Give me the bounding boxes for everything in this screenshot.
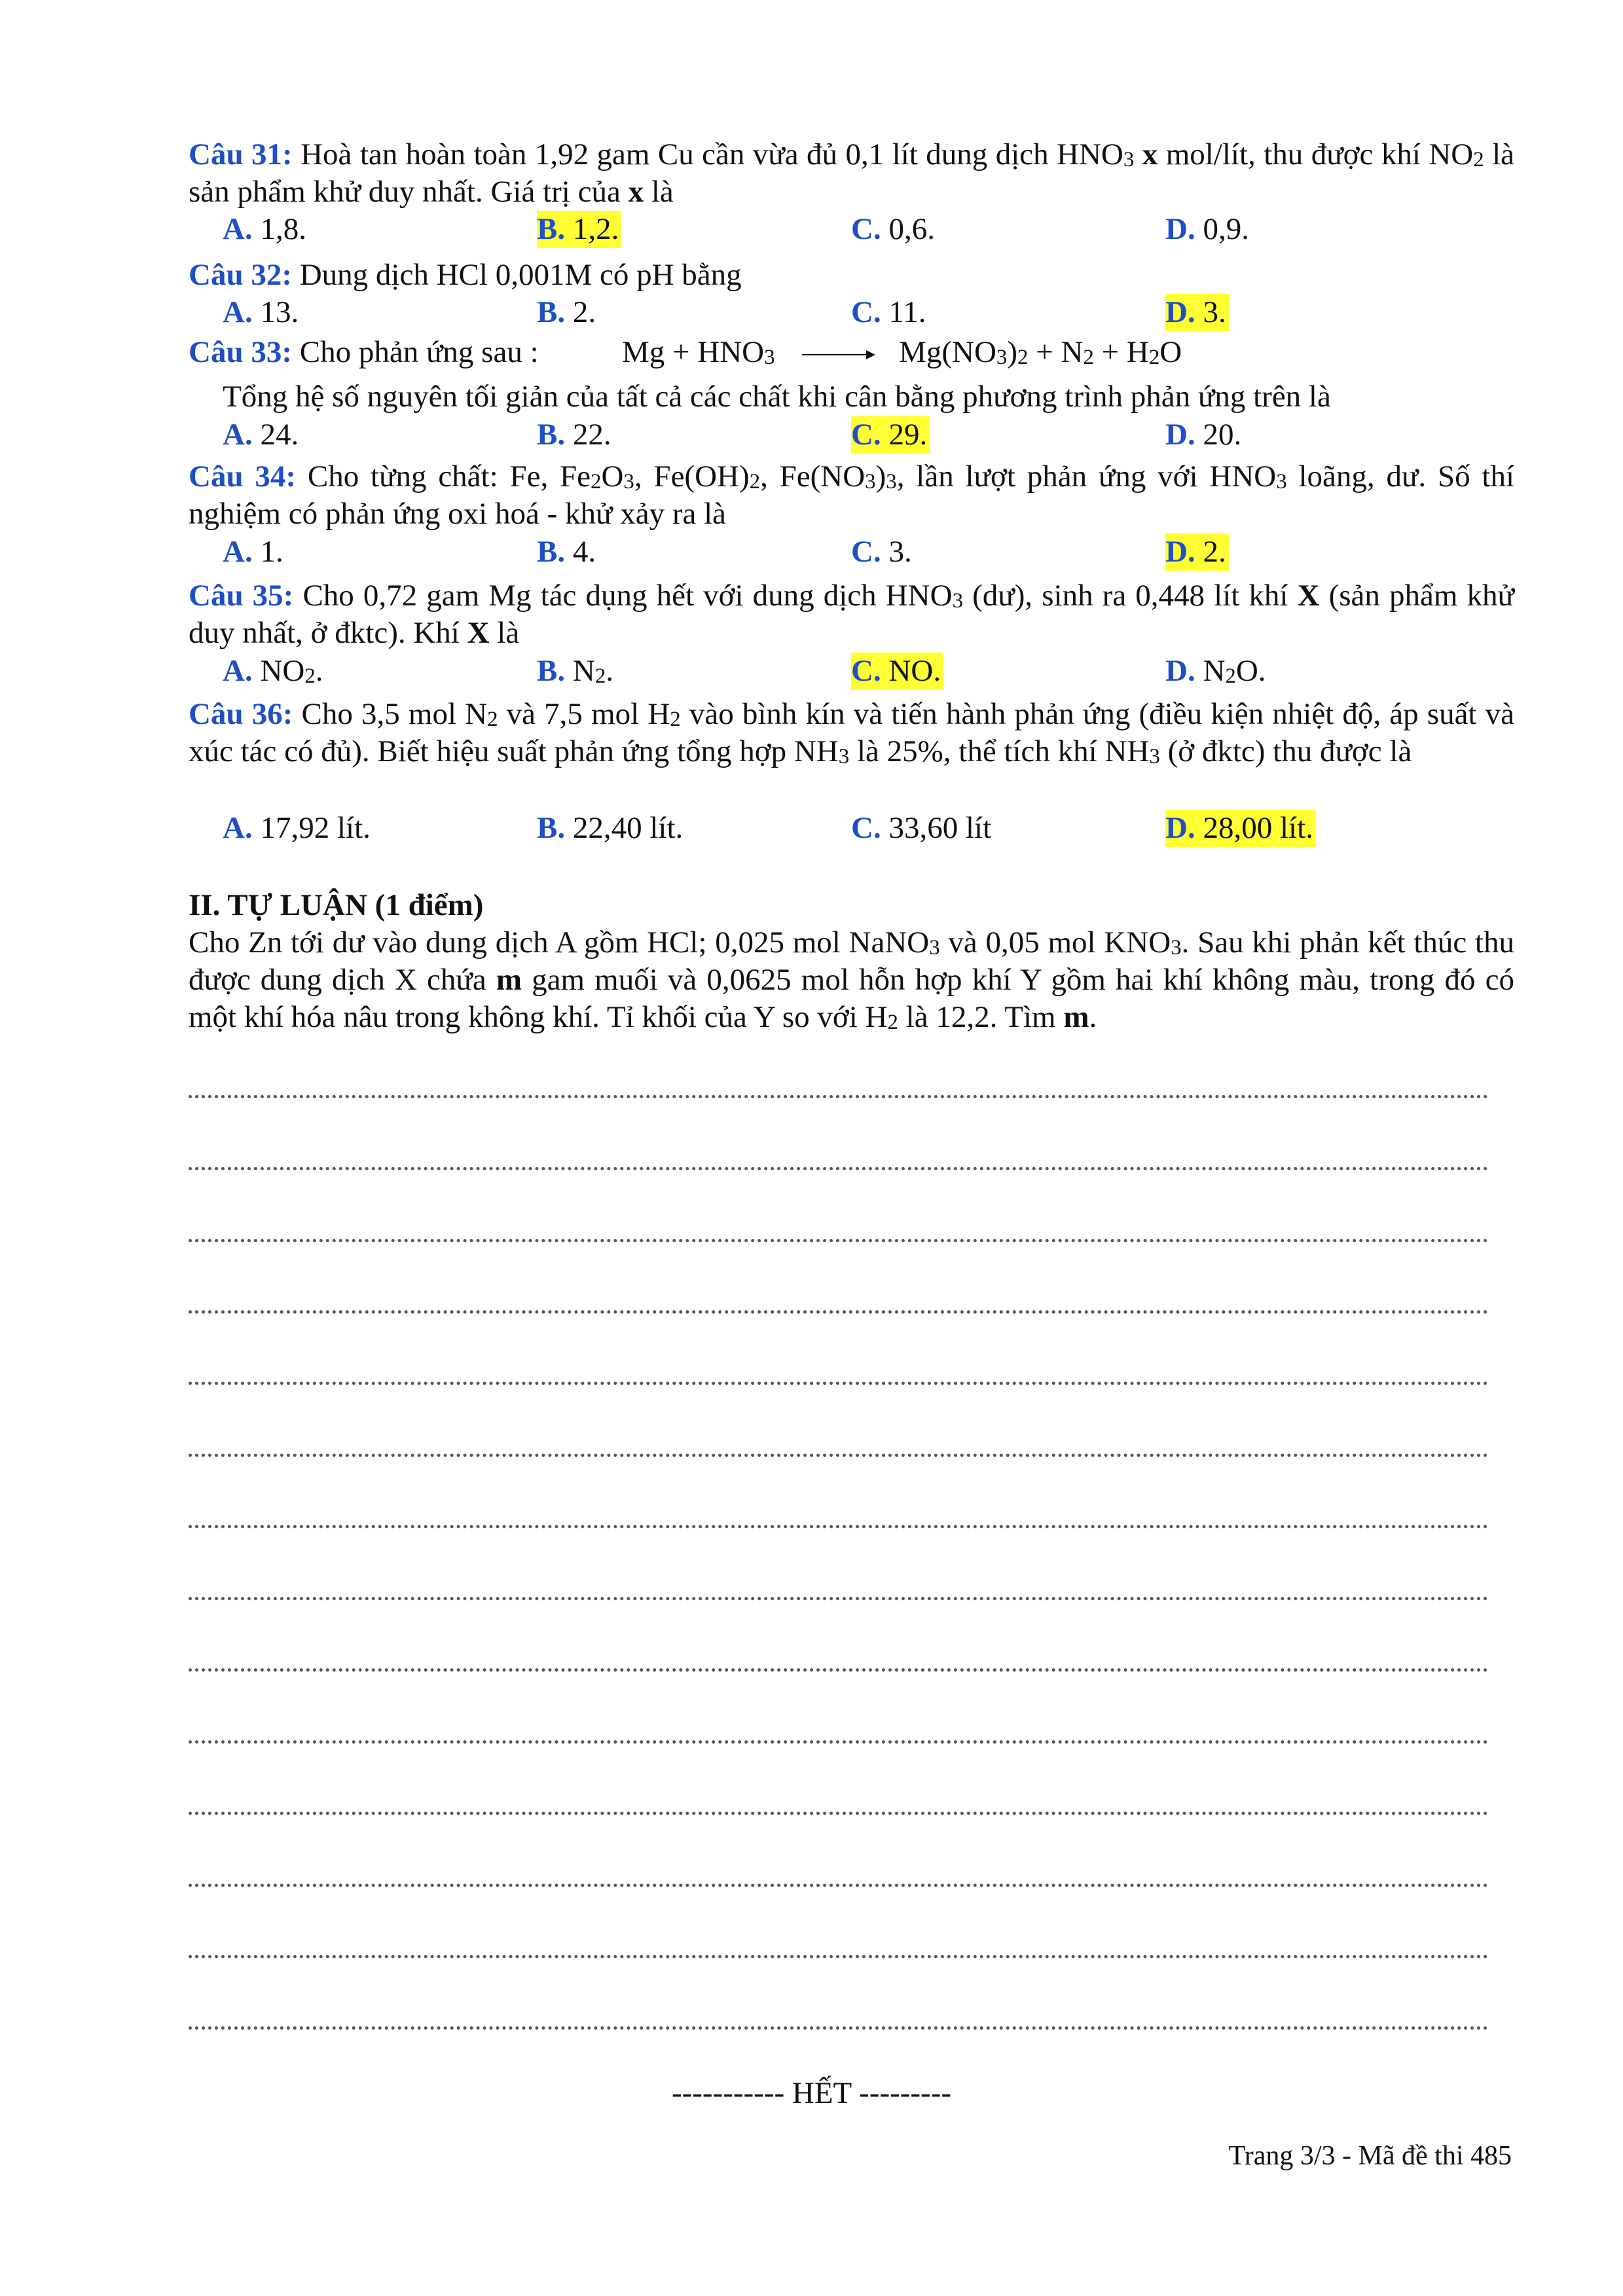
question-text: O xyxy=(601,459,624,493)
question-36 xyxy=(189,696,1514,770)
subscript: 3 xyxy=(929,936,940,960)
option-label: A. xyxy=(223,654,253,688)
option-c[interactable] xyxy=(851,211,938,248)
option-text: 28,00 lít. xyxy=(1195,811,1313,845)
end-marker: ----------- HẾT --------- xyxy=(671,2076,952,2110)
variable-X: X xyxy=(467,616,490,650)
question-text: , Fe(NO xyxy=(760,459,866,493)
answer-line[interactable] xyxy=(189,1365,1488,1385)
option-text: NO. xyxy=(881,654,941,688)
products: + H xyxy=(1093,335,1149,369)
option-label: C. xyxy=(851,295,881,329)
question-label: Câu 34: xyxy=(189,459,297,493)
option-a[interactable] xyxy=(223,416,301,454)
subscript: 2 xyxy=(1017,346,1029,370)
subscript: 3 xyxy=(865,470,876,494)
question-text: Cho từng chất: Fe, Fe xyxy=(296,459,591,493)
question-label: Câu 36: xyxy=(189,697,293,731)
subscript: 3 xyxy=(952,589,964,613)
option-text: NO xyxy=(252,654,305,688)
option-text: 11. xyxy=(881,295,926,329)
answer-line[interactable] xyxy=(189,1294,1488,1314)
options-35 xyxy=(223,653,1519,690)
subscript: 2 xyxy=(1225,664,1236,689)
subscript: 3 xyxy=(1149,745,1160,769)
subscript: 2 xyxy=(1473,148,1484,172)
options-36 xyxy=(223,810,1519,847)
option-a[interactable] xyxy=(223,294,301,331)
question-text: Cho 3,5 mol N xyxy=(293,697,488,731)
option-a[interactable] xyxy=(223,653,326,690)
subscript: 2 xyxy=(487,708,498,732)
option-label: B. xyxy=(537,811,566,845)
option-label: C. xyxy=(851,535,881,569)
subscript: 2 xyxy=(304,664,316,689)
option-label: C. xyxy=(851,212,881,246)
option-d[interactable] xyxy=(1165,211,1252,248)
option-c[interactable] xyxy=(851,533,915,571)
question-text: Dung dịch HCl 0,001M có pH bằng xyxy=(291,258,742,292)
option-d-correct[interactable] xyxy=(1165,294,1229,331)
option-text: N xyxy=(1195,654,1226,688)
question-text: Cho phản ứng sau : xyxy=(291,335,539,369)
question-text: , lần lượt phản ứng với HNO xyxy=(896,459,1277,493)
reaction-equation xyxy=(622,334,1182,371)
option-text: 2. xyxy=(1195,535,1226,569)
essay-section xyxy=(189,887,1514,1036)
subscript: 3 xyxy=(1171,936,1182,960)
question-text: , Fe(OH) xyxy=(634,459,750,493)
reactants: Mg + HNO xyxy=(622,335,765,369)
options-32 xyxy=(223,294,1519,331)
subscript: 3 xyxy=(623,470,634,494)
option-b[interactable] xyxy=(537,533,598,571)
question-31 xyxy=(189,136,1514,211)
answer-line[interactable] xyxy=(189,1223,1488,1242)
options-31 xyxy=(223,211,1519,248)
option-label: B. xyxy=(537,535,566,569)
option-a[interactable] xyxy=(223,810,373,847)
subscript: 3 xyxy=(1123,148,1135,172)
subscript: 2 xyxy=(594,664,606,689)
option-label: A. xyxy=(223,212,253,246)
option-text: N xyxy=(565,654,595,688)
question-text: (ở đktc) thu được là xyxy=(1159,734,1412,768)
answer-line[interactable] xyxy=(189,1079,1488,1098)
products: + N xyxy=(1028,335,1084,369)
option-b[interactable] xyxy=(537,294,598,331)
option-text: 24. xyxy=(252,418,299,452)
answer-line[interactable] xyxy=(189,1437,1488,1457)
essay-text: . xyxy=(1089,1000,1097,1034)
option-text: 22. xyxy=(565,418,611,452)
option-label: A. xyxy=(223,418,253,452)
essay-text: . Sau khi phản kết thúc thu được dung dịch X chứa xyxy=(189,925,1514,997)
subscript: 3 xyxy=(886,470,897,494)
answer-line[interactable] xyxy=(189,2010,1488,2030)
arrow-icon xyxy=(802,354,874,355)
variable-x: x xyxy=(628,175,644,209)
options-34 xyxy=(223,533,1519,571)
variable-X: X xyxy=(1297,579,1320,613)
option-label: C. xyxy=(851,811,881,845)
option-text: 3. xyxy=(881,535,912,569)
option-label: D. xyxy=(1165,212,1195,246)
option-label: B. xyxy=(537,418,566,452)
option-label: B. xyxy=(537,212,566,246)
option-c[interactable] xyxy=(851,810,994,847)
question-35 xyxy=(189,577,1514,652)
question-text: Hoà tan hoàn toàn 1,92 gam Cu cần vừa đủ 0,1 lít dung dịch HNO xyxy=(292,137,1123,171)
option-b[interactable] xyxy=(537,810,685,847)
variable-m: m xyxy=(496,963,522,997)
answer-line[interactable] xyxy=(189,1151,1488,1170)
option-text: 0,9. xyxy=(1195,212,1249,246)
variable-x: x xyxy=(1142,137,1158,171)
subscript: 2 xyxy=(1083,346,1094,370)
essay-text: và 0,05 mol KNO xyxy=(939,925,1171,960)
option-label: D. xyxy=(1165,295,1195,329)
option-d[interactable] xyxy=(1165,653,1269,690)
option-text: . xyxy=(606,654,614,688)
question-text: Tổng hệ số nguyên tối giản của tất cả các chất khi cân bằng phương trình phản ứng trên là xyxy=(223,380,1331,414)
answer-line[interactable] xyxy=(189,1509,1488,1528)
question-text: là xyxy=(489,616,520,650)
option-c-correct[interactable] xyxy=(851,416,930,454)
question-label: Câu 32: xyxy=(189,258,292,292)
option-c-correct[interactable] xyxy=(851,653,943,690)
option-d-correct[interactable] xyxy=(1165,533,1229,571)
question-text: vào bình kín và tiến hành phản ứng (điều kiện nhiệt độ, áp suất và xúc tác có đủ). Biết hiệu suất phản ứng tổng hợp NH xyxy=(189,697,1514,768)
section-title: II. TỰ LUẬN (1 điểm) xyxy=(189,888,484,922)
option-b-correct[interactable] xyxy=(537,211,621,248)
option-text: O. xyxy=(1235,654,1266,688)
question-label: Câu 31: xyxy=(189,137,293,171)
option-label: D. xyxy=(1165,811,1195,845)
option-c[interactable] xyxy=(851,294,928,331)
answer-line[interactable] xyxy=(189,1581,1488,1600)
answer-line[interactable] xyxy=(189,1795,1488,1815)
option-text: 22,40 lít. xyxy=(565,811,684,845)
option-d-correct[interactable] xyxy=(1165,810,1316,847)
option-b[interactable] xyxy=(537,653,616,690)
question-label: Câu 33: xyxy=(189,335,292,369)
option-label: B. xyxy=(537,295,566,329)
option-label: D. xyxy=(1165,418,1195,452)
option-label: B. xyxy=(537,654,566,688)
option-text: 4. xyxy=(565,535,596,569)
option-text: 1,8. xyxy=(252,212,306,246)
essay-text: Cho Zn tới dư vào dung dịch A gồm HCl; 0,025 mol NaNO xyxy=(189,925,930,960)
subscript: 2 xyxy=(1148,346,1160,370)
question-text: là xyxy=(644,175,674,209)
options-33 xyxy=(223,416,1519,454)
option-label: C. xyxy=(851,654,881,688)
option-text: 20. xyxy=(1195,418,1242,452)
subscript: 3 xyxy=(996,346,1008,370)
option-a[interactable] xyxy=(223,211,309,248)
option-text: 1. xyxy=(252,535,283,569)
option-label: D. xyxy=(1165,535,1195,569)
option-label: A. xyxy=(223,295,253,329)
question-33 xyxy=(189,334,1514,371)
question-label: Câu 35: xyxy=(189,579,294,613)
answer-line[interactable] xyxy=(189,1652,1488,1672)
question-text: (sản phẩm khử duy nhất, ở đktc). Khí xyxy=(189,579,1514,650)
subscript: 2 xyxy=(887,1011,898,1035)
question-32 xyxy=(189,257,1514,294)
answer-line[interactable] xyxy=(189,1724,1488,1744)
subscript: 3 xyxy=(1276,470,1287,494)
subscript: 2 xyxy=(670,708,681,732)
option-text: . xyxy=(315,654,323,688)
option-text: 29. xyxy=(881,418,928,452)
products: ) xyxy=(1007,335,1018,369)
option-label: A. xyxy=(223,811,253,845)
essay-question xyxy=(189,924,1514,1036)
essay-text: gam muối và 0,0625 mol hỗn hợp khí Y gồm hai khí không màu, trong đó có một khí hóa nâu trong không khí. Tỉ khối của Y so với H xyxy=(189,963,1514,1034)
question-text: là sản phẩm khử duy nhất. Giá trị của xyxy=(189,137,1515,209)
variable-m: m xyxy=(1063,1000,1089,1034)
question-33-line2 xyxy=(223,378,1514,416)
question-text xyxy=(1134,137,1142,171)
question-text: mol/lít, thu được khí NO xyxy=(1158,137,1474,171)
option-b[interactable] xyxy=(537,416,614,454)
subscript: 3 xyxy=(764,346,775,370)
option-label: A. xyxy=(223,535,253,569)
question-text: ) xyxy=(875,459,886,493)
option-label: C. xyxy=(851,418,881,452)
subscript: 3 xyxy=(838,745,850,769)
answer-line[interactable] xyxy=(189,1939,1488,1958)
option-text: 1,2. xyxy=(565,212,619,246)
products: Mg(NO xyxy=(899,335,996,369)
question-34 xyxy=(189,458,1514,533)
page-footer: Trang 3/3 - Mã đề thi 485 xyxy=(1228,2141,1512,2171)
option-text: 3. xyxy=(1195,295,1226,329)
option-d[interactable] xyxy=(1165,416,1244,454)
option-text: 2. xyxy=(565,295,596,329)
answer-line[interactable] xyxy=(189,1867,1488,1887)
option-text: 0,6. xyxy=(881,212,935,246)
question-text: (dư), sinh ra 0,448 lít khí xyxy=(963,579,1298,613)
products: O xyxy=(1159,335,1182,369)
option-text: 17,92 lít. xyxy=(252,811,371,845)
essay-text: là 12,2. Tìm xyxy=(898,1000,1064,1034)
question-text: là 25%, thể tích khí NH xyxy=(849,734,1150,768)
option-label: D. xyxy=(1165,654,1195,688)
subscript: 2 xyxy=(749,470,761,494)
option-text: 33,60 lít xyxy=(881,811,992,845)
subscript: 2 xyxy=(591,470,602,494)
option-text: 13. xyxy=(252,295,299,329)
question-text: Cho 0,72 gam Mg tác dụng hết với dung dịch HNO xyxy=(293,579,953,613)
question-text: và 7,5 mol H xyxy=(498,697,670,731)
question-text: loãng, dư. Số thí nghiệm có phản ứng oxi hoá - khử xảy ra là xyxy=(189,459,1515,531)
option-a[interactable] xyxy=(223,533,286,571)
